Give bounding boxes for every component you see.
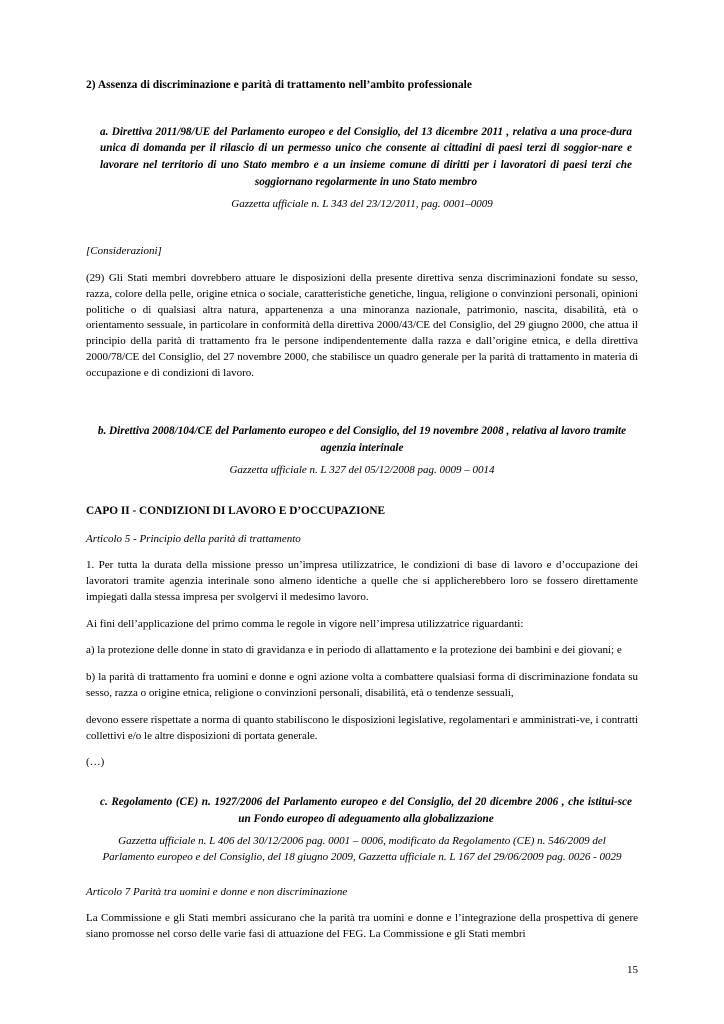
article-7-paragraph: La Commissione e gli Stati membri assicurano che la parità tra uomini e donne e l’integrazione della prospettiva di genere siano promosse nel corso delle varie fasi di attuazione del FEG. La Commissione e gli Stati membri bbox=[86, 911, 638, 940]
spacer bbox=[86, 774, 638, 794]
omission-marker: (…) bbox=[86, 756, 105, 769]
considerazioni-label: [Considerazioni] bbox=[86, 244, 162, 257]
page-title: 2) Assenza di discriminazione e parità di trattamento nell’ambito professionale bbox=[86, 79, 472, 91]
article-5-heading: Articolo 5 - Principio della parità di trattamento bbox=[86, 532, 301, 545]
directive-a-gazzetta: Gazzetta ufficiale n. L 343 del 23/12/2011, pag. 0001–0009 bbox=[231, 197, 493, 210]
article-7-heading: Articolo 7 Parità tra uomini e donne e non discriminazione bbox=[86, 885, 348, 898]
recital-29-paragraph: (29) Gli Stati membri dovrebbero attuare le disposizioni della presente direttiva senza discriminazioni fondate su sesso, razza, colore della pelle, origine etnica o sociale, caratteristiche genetiche, lingua, religione o convinzioni personali, opinioni politiche o di qualsiasi altra natura, appartenenza a una minoranza nazionale, patrimonio, nascita, disabilità, età o orientamento sessuale, in particolare in conformità della direttiva 2000/43/CE del Consiglio, del 29 giugno 2000, che attua il principio della parità di trattamento fra le persone indipendentemente dalla razza e dall’origine etnica, e della direttiva 2000/78/CE del Consiglio, del 27 novembre 2000, che stabilisce un quadro generale per la parità di trattamento in materia di occupazione e di condizioni di lavoro. bbox=[86, 271, 638, 380]
spacer bbox=[86, 874, 638, 886]
page-number: 15 bbox=[627, 964, 638, 976]
directive-a-heading: a. Direttiva 2011/98/UE del Parlamento europeo e del Consiglio, del 13 dicembre 2011 , relativa a una proce-dura unica di domanda per il rilascio di un permesso unico che consente ai cittadini di paesi terzi di soggior-nare e lavorare nel territorio di uno Stato membro e a un insieme comune di diritti per i lavoratori di paesi terzi che soggiornano regolarmente in uno Stato membro bbox=[100, 125, 632, 188]
article-5-point-a: a) la protezione delle donne in stato di gravidanza e in periodo di allattamento e la protezione dei bambini e dei giovani; e bbox=[86, 644, 622, 657]
directive-b-heading: b. Direttiva 2008/104/CE del Parlamento europeo e del Consiglio, del 19 novembre 2008 , relativa al lavoro tramite agenzia interinale bbox=[97, 425, 627, 454]
regulation-c-gazzetta: Gazzetta ufficiale n. L 406 del 30/12/2006 pag. 0001 – 0006, modificato da Regolamento (CE) n. 546/2009 del Parlamento europeo e del Consiglio, del 18 giugno 2009, Gazzetta ufficiale n. L 167 del 29/06/2009 pag. 0026 - 0029 bbox=[102, 834, 622, 863]
article-5-point-b: b) la parità di trattamento fra uomini e donne e ogni azione volta a combattere qualsiasi forma di discriminazione fondata su sesso, razza o origine etnica, religione o convinzioni personali, disabilità, età o tendenze sessuali, bbox=[86, 671, 638, 700]
article-5-paragraph-1: 1. Per tutta la durata della missione presso un’impresa utilizzatrice, le condizioni di base di lavoro e d’occupazione dei lavoratori tramite agenzia interinale sono almeno identiche a quelle che si applicherebbero loro se fossero direttamente impiegati dalla stessa impresa per svolgervi il medesimo lavoro. bbox=[86, 558, 638, 603]
regulation-c-heading: c. Regolamento (CE) n. 1927/2006 del Parlamento europeo e del Consiglio, del 20 dicembre 2006 , che istitui-sce un Fondo europeo di adeguamento alla globalizzazione bbox=[100, 796, 632, 825]
spacer bbox=[86, 393, 638, 423]
article-5-paragraph-closing: devono essere rispettate a norma di quanto stabiliscono le disposizioni legislative, regolamentari e amministrati-ve, i contratti collettivi e/o le altre disposizioni di portata generale. bbox=[86, 714, 638, 743]
article-5-paragraph-2: Ai fini dell’applicazione del primo comma le regole in vigore nell’impresa utilizzatrice riguardanti: bbox=[86, 617, 524, 630]
chapter-heading: CAPO II - CONDIZIONI DI LAVORO E D’OCCUPAZIONE bbox=[86, 504, 386, 517]
directive-b-gazzetta: Gazzetta ufficiale n. L 327 del 05/12/2008 pag. 0009 – 0014 bbox=[229, 463, 495, 476]
